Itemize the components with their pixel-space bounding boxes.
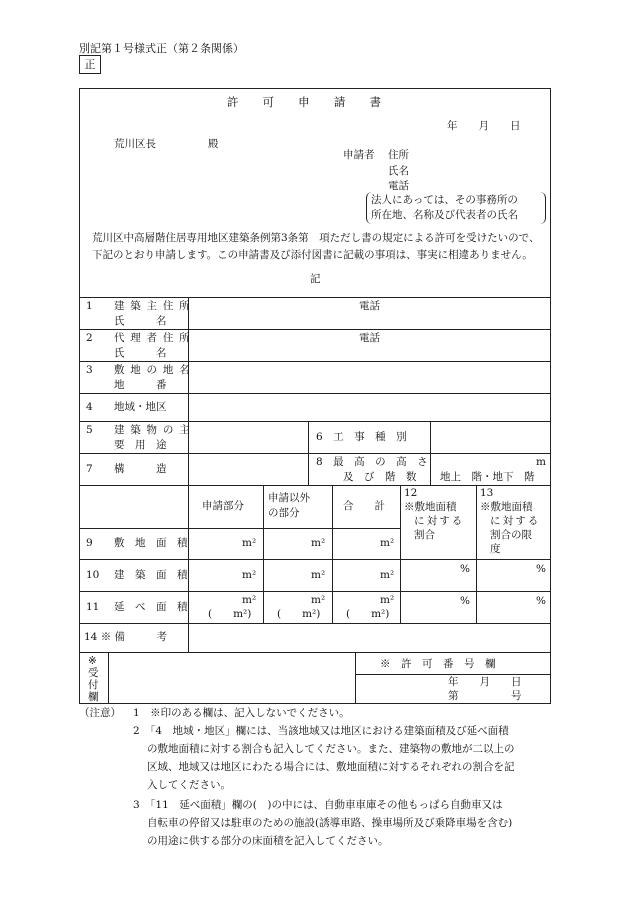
row10-unit-applied[interactable]: m² (242, 569, 257, 581)
col12-line1: ※敷地面積 (404, 501, 457, 513)
form-reference: 別記第１号様式正（第２条関係） (79, 42, 244, 55)
form-title: 許可申請書 (226, 95, 406, 109)
notes-label: （注意） (79, 707, 121, 719)
seikyu-badge: 正 (79, 55, 101, 74)
row7-label: 構 造 (114, 463, 167, 475)
row10-label: 建 築 面 積 (114, 569, 188, 581)
row8-label-a: 8 最 高 の 高 さ (316, 456, 428, 468)
col-applied: 申請部分 (202, 500, 244, 512)
col12-num: 12 (404, 487, 418, 499)
permit-number-title: ※ 許 可 番 号 欄 (380, 658, 496, 670)
row4-number: 4 (86, 401, 93, 413)
corp-note-line1: 法人にあっては、その事務所の (371, 194, 518, 206)
row1-number: 1 (86, 300, 93, 312)
row10-pct-13[interactable]: % (536, 563, 546, 575)
row11-number: 11 (86, 601, 100, 613)
phone-label[interactable]: 電話 (388, 180, 409, 192)
row1-label-a: 建築主住所 (114, 300, 196, 312)
row6-label: 6 工 事 種 別 (316, 431, 407, 443)
row10-unit-total[interactable]: m² (380, 569, 395, 581)
row11-label: 延 べ 面 積 (114, 601, 188, 613)
note-2-line1: 2 「4 地域・地区」欄には、当該地域又は地区における建築面積及び延べ面積 (133, 725, 509, 737)
row9-unit-total[interactable]: m² (380, 537, 395, 549)
reception-char-2: 付 (88, 679, 99, 691)
row5-label-a: 建築物の主 (114, 424, 196, 436)
reception-char-1: 受 (88, 667, 99, 679)
honorific: 殿 (208, 138, 219, 150)
row5-number: 5 (86, 424, 93, 436)
note-2-line3: 区域、地域又は地区にわたる場合には、敷地面積に対するそれぞれの割合を記 (147, 761, 515, 773)
row10-unit-other[interactable]: m² (311, 569, 326, 581)
application-form (79, 88, 551, 704)
date-field[interactable]: 年 月 日 (447, 120, 521, 132)
reception-mark: ※ (88, 655, 97, 667)
address-label[interactable]: 住所 (388, 149, 409, 161)
row5-label-b: 要 用 途 (114, 439, 167, 451)
col13-num: 13 (480, 487, 494, 499)
col12-line3: 割合 (414, 529, 435, 541)
row3-label-a: 敷地の地名 (114, 364, 196, 376)
row2-label-a: 代理者住所 (114, 332, 196, 344)
row9-unit-other[interactable]: m² (311, 537, 326, 549)
col12-line2: に対する (414, 515, 465, 527)
col-other-b: の部分 (268, 507, 300, 519)
row3-label-b: 地 番 (114, 379, 167, 391)
row4-label: 地域・地区 (114, 401, 167, 413)
row11-unit-total[interactable]: m² (380, 594, 395, 606)
note-1: 1 ※印のある欄は、記入しないでください。 (133, 707, 350, 719)
row7-number: 7 (86, 463, 93, 475)
col13-line1: ※敷地面積 (480, 501, 533, 513)
note-3-line2: 自転車の停留又は駐車のための施設(誘導車路、操車場所及び乗降車場を含む) (147, 817, 513, 829)
row2-label-b: 氏 名 (114, 347, 167, 359)
row11-paren-total[interactable]: ( m²) (346, 608, 390, 620)
row8-floors[interactable]: 地上 階・地下 階 (440, 471, 535, 483)
note-3-line1: 3 「11 延べ面積」欄の( )の中には、自動車車庫その他もっぱら自動車又は (133, 799, 503, 811)
row11-pct-12[interactable]: % (460, 595, 470, 607)
row3-number: 3 (86, 364, 93, 376)
col13-line4: 度 (490, 543, 501, 555)
row11-paren-other[interactable]: ( m²) (277, 608, 321, 620)
row1-phone[interactable]: 電話 (359, 300, 380, 312)
row8-label-b: 及 び 階 数 (343, 471, 417, 483)
applicant-label: 申請者 (343, 149, 375, 161)
col13-line3: 割合の限 (490, 529, 532, 541)
row9-label: 敷 地 面 積 (114, 537, 188, 549)
note-3-line3: の用途に供する部分の床面積を記入してください。 (147, 835, 389, 847)
row11-pct-13[interactable]: % (536, 595, 546, 607)
col-total: 合 計 (343, 500, 385, 512)
row9-number: 9 (86, 537, 93, 549)
row8-unit-m: m (536, 456, 546, 468)
row2-phone[interactable]: 電話 (359, 332, 380, 344)
addressee: 荒川区長 (114, 138, 156, 150)
row11-unit-other[interactable]: m² (311, 594, 326, 606)
row11-paren-applied[interactable]: ( m²) (208, 608, 252, 620)
reception-char-3: 欄 (88, 691, 99, 703)
corp-note-line2: 所在地、名称及び代表者の氏名 (371, 209, 518, 221)
name-label[interactable]: 氏名 (388, 165, 409, 177)
note-2-line2: の敷地面積に対する割合も記入してください。また、建築物の敷地が二以上の (147, 743, 515, 755)
row1-label-b: 氏 名 (114, 315, 167, 327)
declaration-paragraph: 荒川区中高層階住居専用地区建築条例第3条第 項ただし書の規定による許可を受けたいので、下記のとおり申請します。この申請書及び添付図書に記載の事項は、事実に相違ありません。 (92, 232, 540, 261)
row11-unit-applied[interactable]: m² (242, 594, 257, 606)
row9-unit-applied[interactable]: m² (242, 537, 257, 549)
remarks-label: 14 ※ 備 考 (84, 631, 168, 643)
permit-number[interactable]: 第 号 (448, 690, 522, 702)
permit-date[interactable]: 年 月 日 (448, 676, 522, 688)
col13-line2: に対する (490, 515, 541, 527)
ki-heading: 記 (310, 273, 321, 285)
row2-number: 2 (86, 332, 93, 344)
row10-pct-12[interactable]: % (460, 563, 470, 575)
note-2-line4: 入してください。 (147, 779, 231, 791)
col-other-a: 申請以外 (268, 492, 310, 504)
row10-number: 10 (86, 569, 100, 581)
